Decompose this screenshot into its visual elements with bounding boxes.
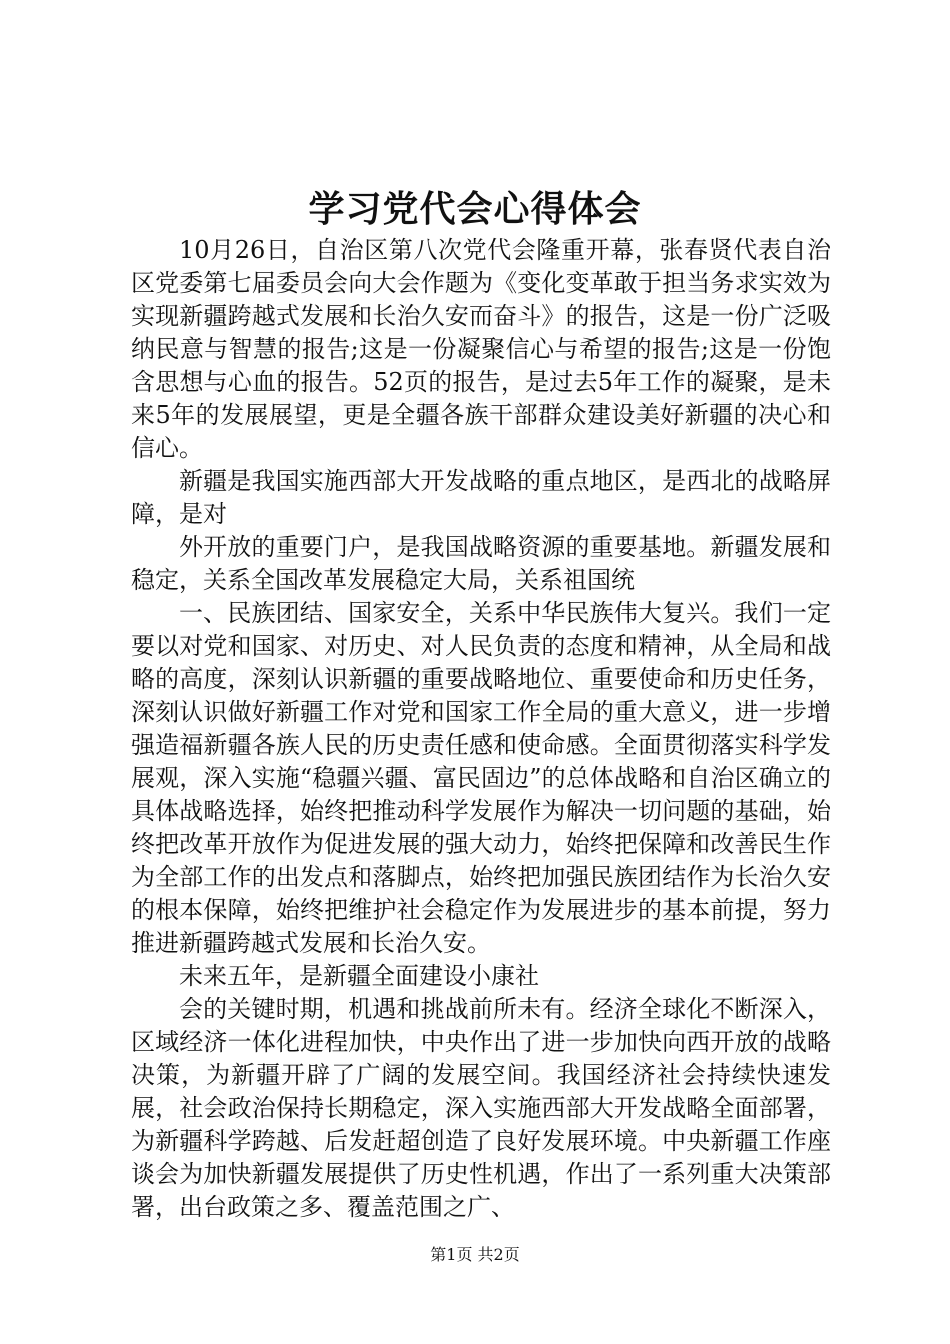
paragraph: 会的关键时期，机遇和挑战前所未有。经济全球化不断深入，区域经济一体化进程加快，中央作出了进一步加快向西开放的战略决策，为新疆开辟了广阔的发展空间。我国经济社会持续快速发展，社会政治保持长期稳定，深入实施西部大开发战略全面部署，为新疆科学跨越、后发赶超创造了良好发展环境。中央新疆工作座谈会为加快新疆发展提供了历史性机遇，作出了一系列重大决策部署，出台政策之多、覆盖范围之广、 bbox=[131, 995, 831, 1221]
paragraph: 未来五年，是新疆全面建设小康社 bbox=[179, 962, 539, 990]
paragraph: 一、民族团结、国家安全，关系中华民族伟大复兴。我们一定要以对党和国家、对历史、对人民负责的态度和精神，从全局和战略的高度，深刻认识新疆的重要战略地位、重要使命和历史任务，深刻认识做好新疆工作对党和国家工作全局的重大意义，进一步增强造福新疆各族人民的历史责任感和使命感。全面贯彻落实科学发展观，深入实施“稳疆兴疆、富民固边”的总体战略和自治区确立的具体战略选择，始终把推动科学发展作为解决一切问题的基础，始终把改革开放作为促进发展的强大动力，始终把保障和改善民生作为全部工作的出发点和落脚点，始终把加强民族团结作为长治久安的根本保障，始终把维护社会稳定作为发展进步的基本前提，努力推进新疆跨越式发展和长治久安。 bbox=[131, 599, 831, 957]
paragraph: 10月26日，自治区第八次党代会隆重开幕，张春贤代表自治区党委第七届委员会向大会作题为《变化变革敢于担当务求实效为实现新疆跨越式发展和长治久安而奋斗》的报告，这是一份广泛吸纳民意与智慧的报告;这是一份凝聚信心与希望的报告;这是一份饱含思想与心血的报告。52页的报告，是过去5年工作的凝聚，是未来5年的发展展望，更是全疆各族干部群众建设美好新疆的决心和信心。 bbox=[131, 236, 831, 462]
paragraph: 新疆是我国实施西部大开发战略的重点地区，是西北的战略屏障，是对 bbox=[131, 467, 831, 528]
page-footer: 第1页 共2页 bbox=[430, 1245, 520, 1264]
paragraph: 外开放的重要门户，是我国战略资源的重要基地。新疆发展和稳定，关系全国改革发展稳定大局，关系祖国统 bbox=[131, 533, 831, 594]
document-body bbox=[131, 234, 831, 1224]
document-title: 学习党代会心得体会 bbox=[308, 188, 642, 230]
